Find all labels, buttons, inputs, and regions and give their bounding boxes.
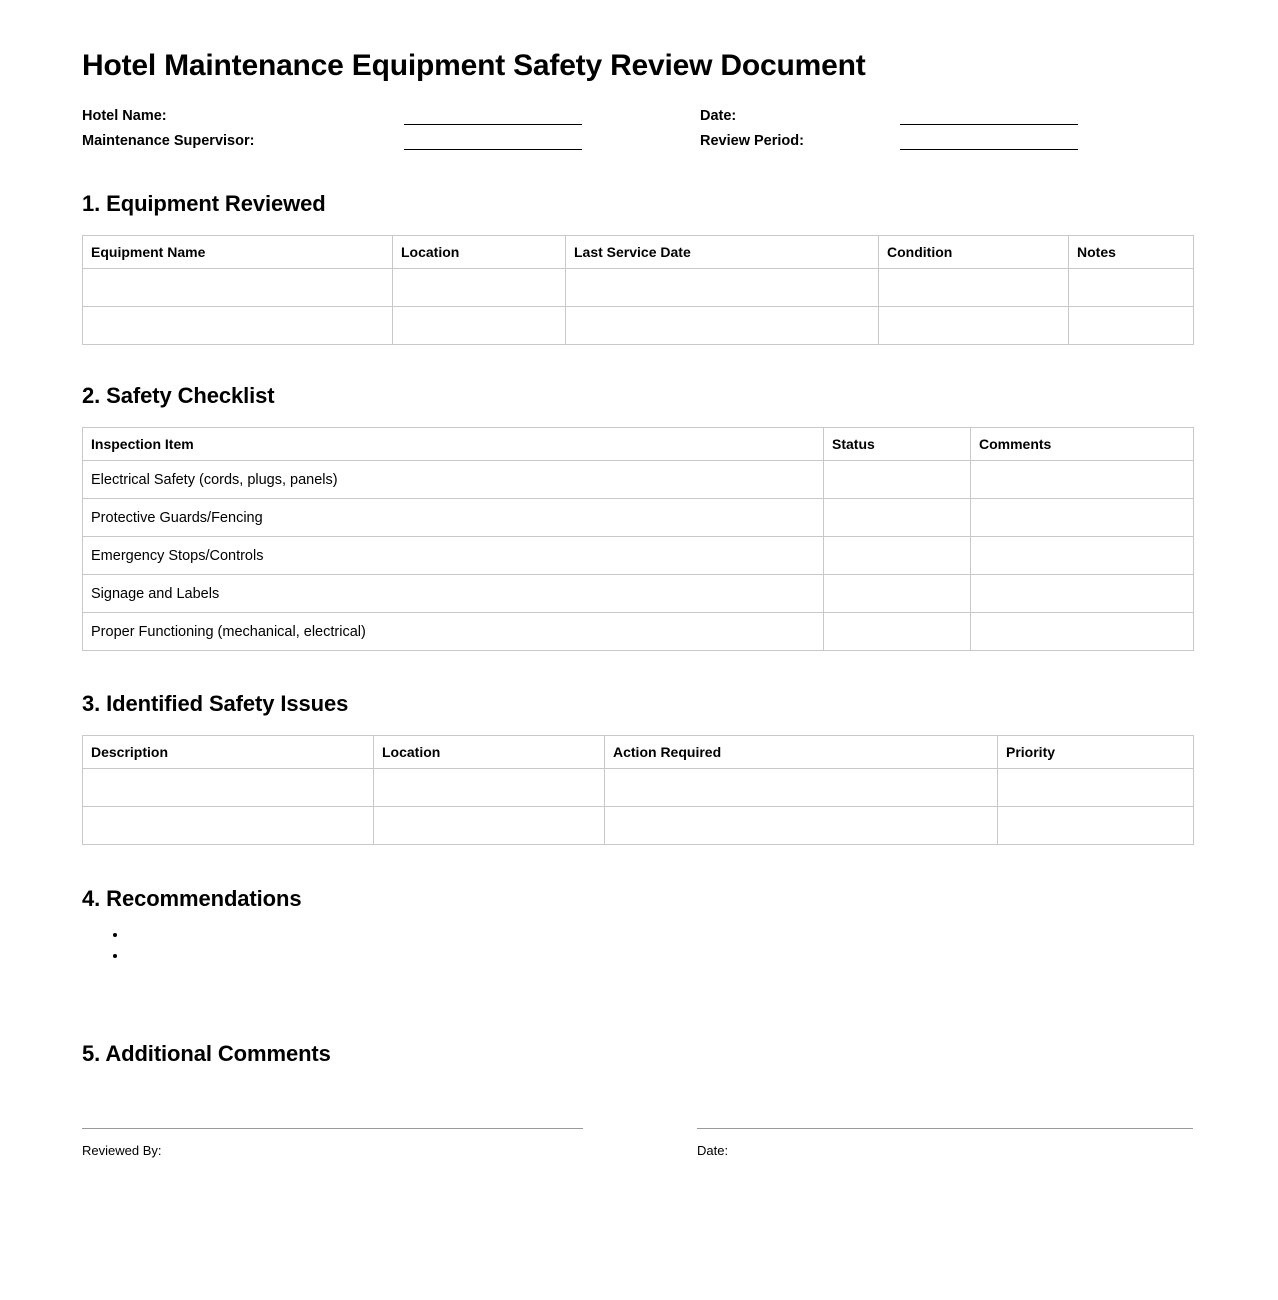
table-header-row bbox=[83, 236, 1194, 269]
cell-location[interactable] bbox=[374, 807, 605, 845]
cell-inspection-item: Protective Guards/Fencing bbox=[83, 499, 824, 537]
maintenance-supervisor-input[interactable] bbox=[404, 135, 582, 150]
cell-action-required[interactable] bbox=[605, 769, 998, 807]
hotel-name-label: Hotel Name: bbox=[82, 108, 167, 124]
cell-status[interactable] bbox=[824, 537, 971, 575]
signature-block bbox=[82, 1128, 1193, 1159]
cell-action-required[interactable] bbox=[605, 807, 998, 845]
cell-notes[interactable] bbox=[1069, 307, 1194, 345]
cell-description[interactable] bbox=[83, 807, 374, 845]
header-fields bbox=[82, 100, 1193, 150]
column-header-action-required: Action Required bbox=[605, 736, 998, 769]
cell-priority[interactable] bbox=[998, 807, 1194, 845]
cell-comments[interactable] bbox=[971, 537, 1194, 575]
cell-location[interactable] bbox=[374, 769, 605, 807]
hotel-name-input[interactable] bbox=[404, 110, 582, 125]
section-heading-safety-checklist: 2. Safety Checklist bbox=[82, 383, 275, 408]
signature-date-label: Date: bbox=[697, 1143, 729, 1158]
cell-notes[interactable] bbox=[1069, 269, 1194, 307]
review-period-field bbox=[700, 132, 1078, 150]
cell-comments[interactable] bbox=[971, 613, 1194, 651]
column-header-description: Description bbox=[83, 736, 374, 769]
cell-condition[interactable] bbox=[879, 307, 1069, 345]
table-row bbox=[83, 499, 1194, 537]
date-input[interactable] bbox=[900, 110, 1078, 125]
column-header-equipment-name: Equipment Name bbox=[83, 236, 393, 269]
section-heading-equipment-reviewed: 1. Equipment Reviewed bbox=[82, 191, 326, 216]
header-field-row-2 bbox=[82, 125, 1193, 150]
review-period-input[interactable] bbox=[900, 135, 1078, 150]
safety-checklist-table bbox=[82, 427, 1194, 651]
table-row bbox=[83, 613, 1194, 651]
date-label: Date: bbox=[700, 108, 737, 124]
cell-equipment-name[interactable] bbox=[83, 307, 393, 345]
table-row bbox=[83, 575, 1194, 613]
table-header-row bbox=[83, 736, 1194, 769]
table-row bbox=[83, 537, 1194, 575]
maintenance-supervisor-field bbox=[82, 132, 700, 150]
table-row bbox=[83, 807, 1194, 845]
cell-comments[interactable] bbox=[971, 461, 1194, 499]
cell-status[interactable] bbox=[824, 575, 971, 613]
cell-inspection-item: Electrical Safety (cords, plugs, panels) bbox=[83, 461, 824, 499]
equipment-reviewed-table bbox=[82, 235, 1194, 345]
page-title: Hotel Maintenance Equipment Safety Review Document bbox=[82, 49, 866, 82]
reviewed-by-label: Reviewed By: bbox=[82, 1143, 162, 1158]
column-header-location: Location bbox=[393, 236, 566, 269]
list-item[interactable] bbox=[128, 924, 1193, 945]
cell-inspection-item: Signage and Labels bbox=[83, 575, 824, 613]
header-field-row-1 bbox=[82, 100, 1193, 125]
column-header-inspection-item: Inspection Item bbox=[83, 428, 824, 461]
hotel-name-field bbox=[82, 107, 700, 125]
cell-condition[interactable] bbox=[879, 269, 1069, 307]
table-row bbox=[83, 307, 1194, 345]
cell-description[interactable] bbox=[83, 769, 374, 807]
cell-last-service-date[interactable] bbox=[566, 307, 879, 345]
section-heading-additional-comments: 5. Additional Comments bbox=[82, 1041, 331, 1066]
column-header-status: Status bbox=[824, 428, 971, 461]
table-row bbox=[83, 461, 1194, 499]
cell-priority[interactable] bbox=[998, 769, 1194, 807]
column-header-condition: Condition bbox=[879, 236, 1069, 269]
cell-equipment-name[interactable] bbox=[83, 269, 393, 307]
date-field bbox=[700, 107, 1078, 125]
identified-safety-issues-table bbox=[82, 735, 1194, 845]
cell-location[interactable] bbox=[393, 269, 566, 307]
column-header-location: Location bbox=[374, 736, 605, 769]
cell-inspection-item: Emergency Stops/Controls bbox=[83, 537, 824, 575]
signature-date-field bbox=[697, 1128, 1193, 1159]
cell-comments[interactable] bbox=[971, 575, 1194, 613]
section-heading-recommendations: 4. Recommendations bbox=[82, 886, 302, 911]
table-row bbox=[83, 769, 1194, 807]
cell-comments[interactable] bbox=[971, 499, 1194, 537]
maintenance-supervisor-label: Maintenance Supervisor: bbox=[82, 133, 255, 149]
cell-status[interactable] bbox=[824, 499, 971, 537]
column-header-last-service-date: Last Service Date bbox=[566, 236, 879, 269]
cell-status[interactable] bbox=[824, 613, 971, 651]
column-header-comments: Comments bbox=[971, 428, 1194, 461]
section-heading-identified-safety-issues: 3. Identified Safety Issues bbox=[82, 691, 349, 716]
table-header-row bbox=[83, 428, 1194, 461]
additional-comments-area[interactable] bbox=[82, 1067, 1193, 1137]
cell-location[interactable] bbox=[393, 307, 566, 345]
recommendations-list bbox=[82, 924, 1193, 966]
cell-inspection-item: Proper Functioning (mechanical, electrical) bbox=[83, 613, 824, 651]
column-header-priority: Priority bbox=[998, 736, 1194, 769]
document-content bbox=[82, 0, 1193, 1137]
cell-status[interactable] bbox=[824, 461, 971, 499]
table-row bbox=[83, 269, 1194, 307]
list-item[interactable] bbox=[128, 945, 1193, 966]
signature-date-rule[interactable] bbox=[697, 1128, 1193, 1129]
reviewed-by-field bbox=[82, 1128, 697, 1159]
column-header-notes: Notes bbox=[1069, 236, 1194, 269]
cell-last-service-date[interactable] bbox=[566, 269, 879, 307]
reviewed-by-rule[interactable] bbox=[82, 1128, 583, 1129]
review-period-label: Review Period: bbox=[700, 133, 804, 149]
